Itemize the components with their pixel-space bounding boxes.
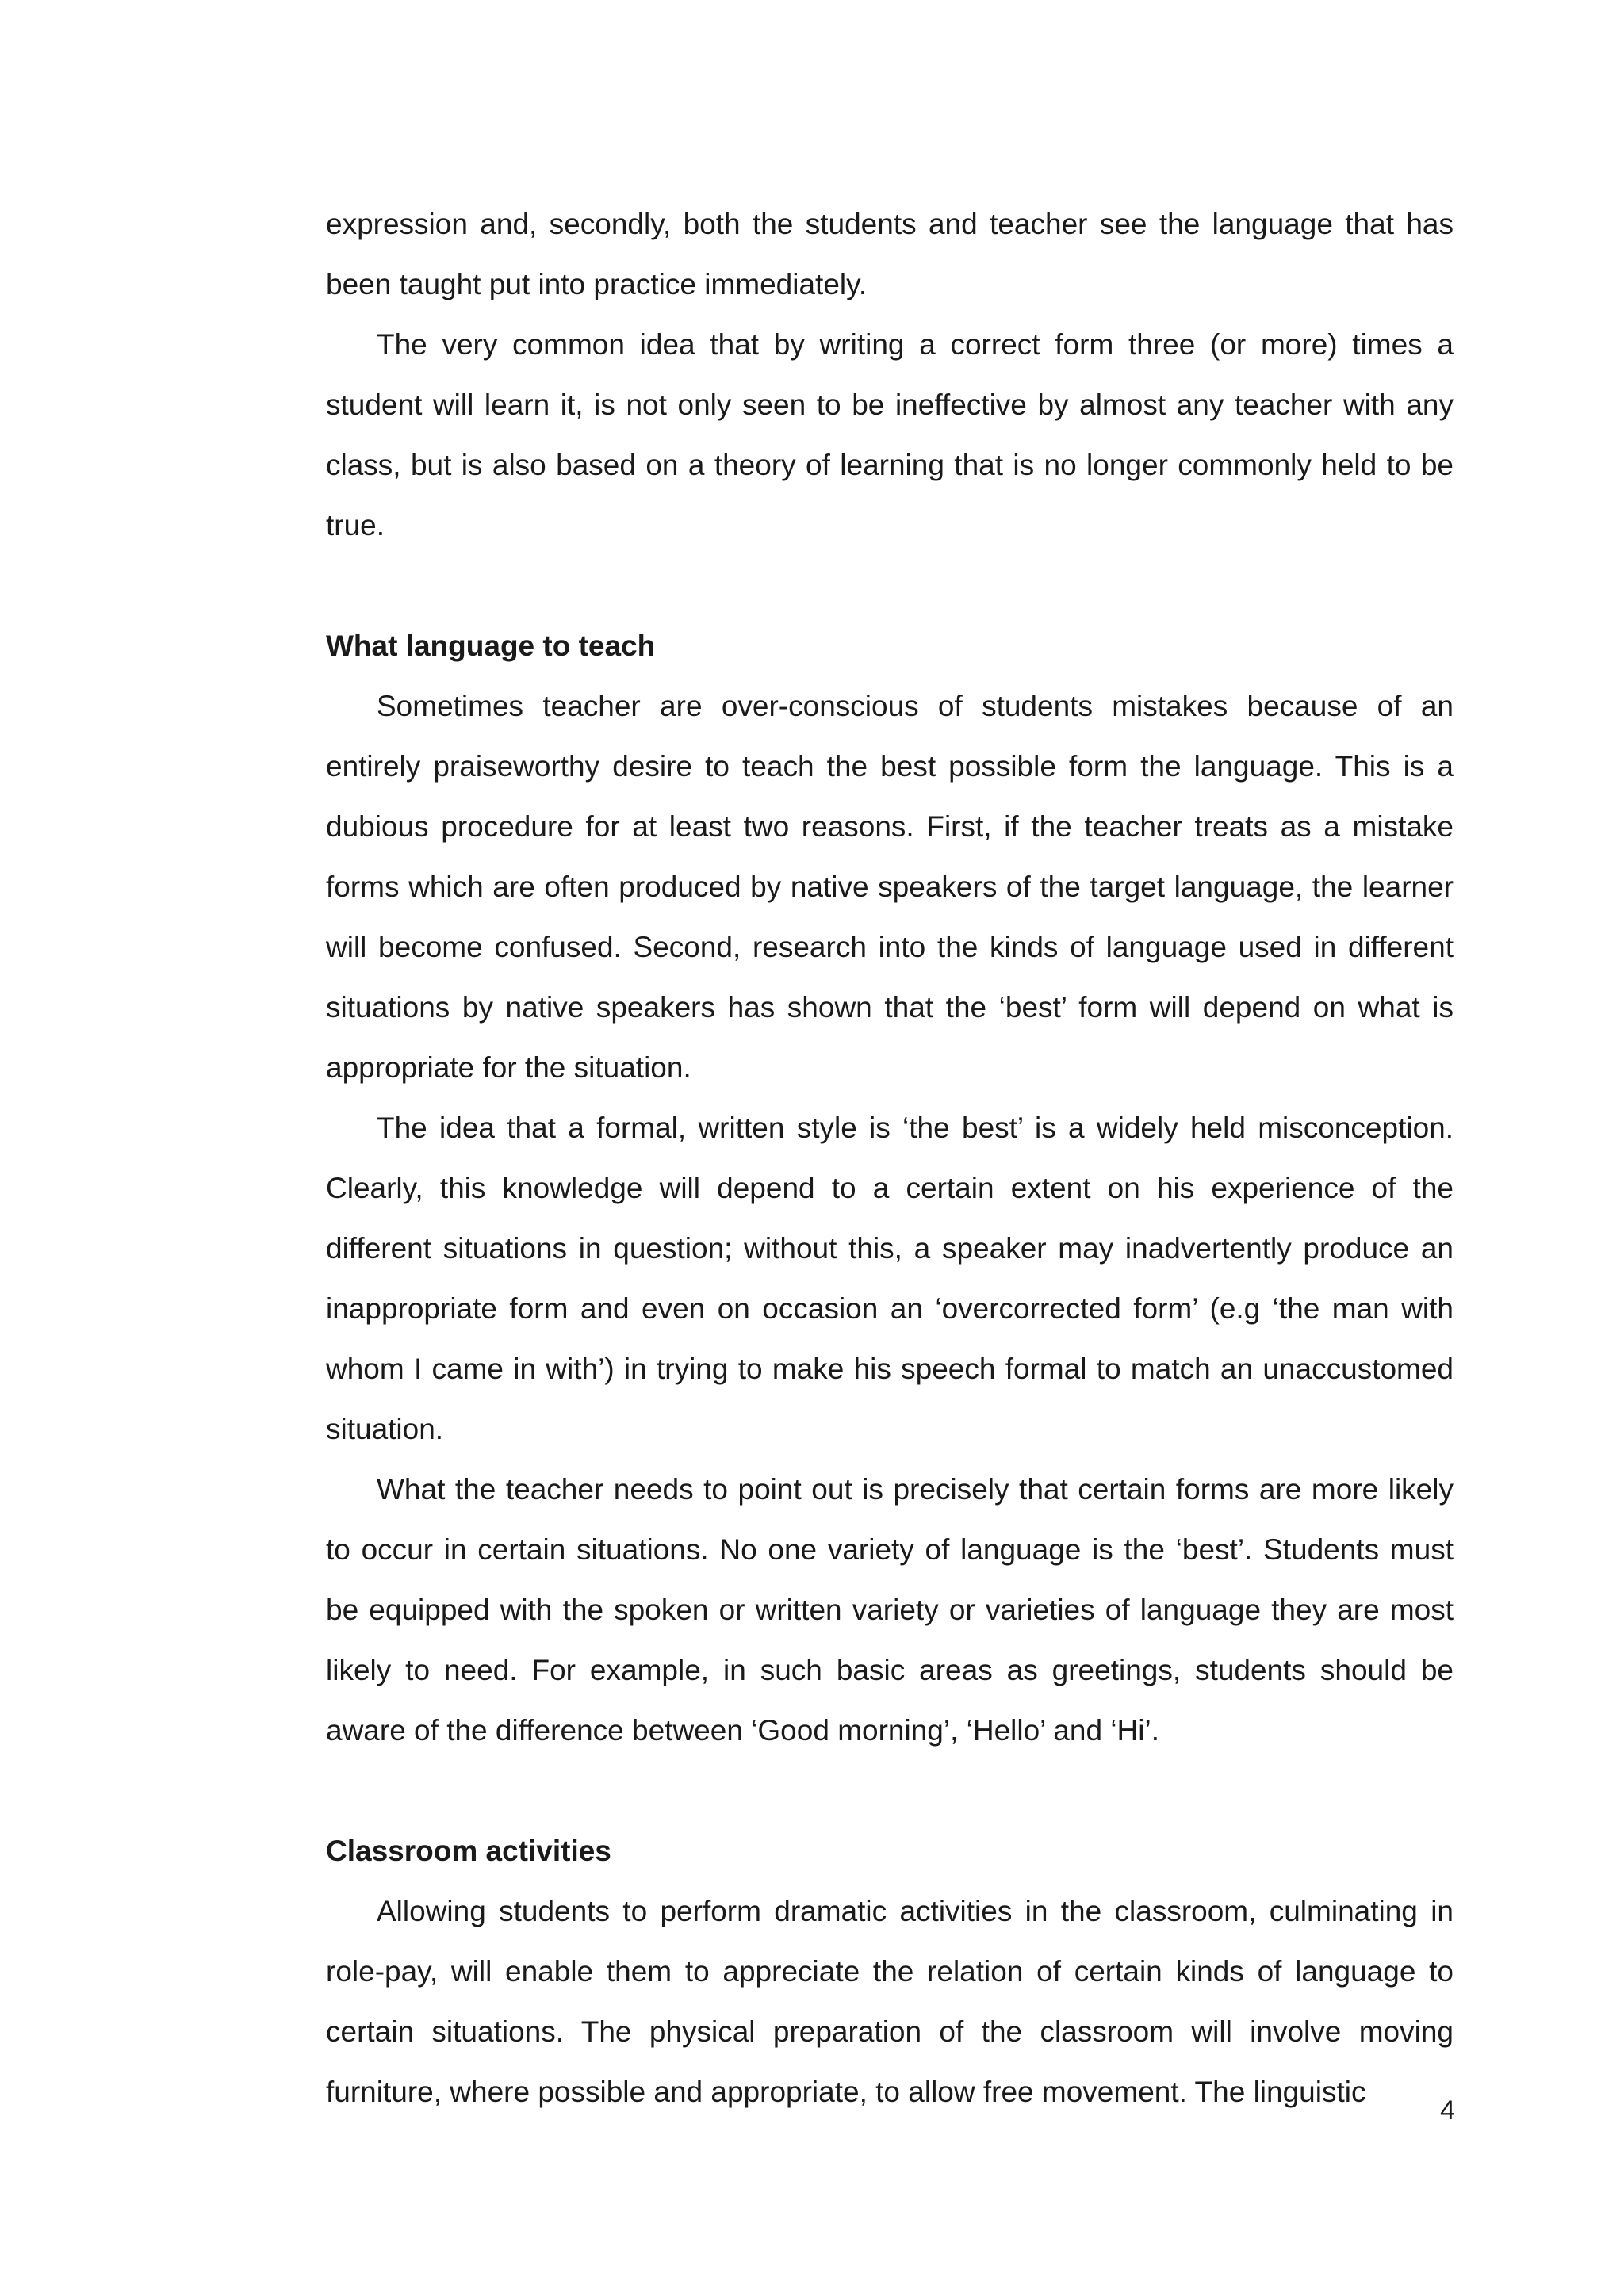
page-number: 4: [1440, 2095, 1455, 2126]
paragraph-repetition-idea: The very common idea that by writing a correct form three (or more) times a student will learn it, is not only seen to be ineffective by almost any teacher with any class, but is also based on a theory of learning that is no longer commonly held to be true.: [326, 328, 1454, 541]
paragraph-formal-style: The idea that a formal, written style is ‘the best’ is a widely held misconception. Clearly, this knowledge will depend to a certain extent on his experience of the different situations in question; without this, a speaker may inadvertently produce an inappropriate form and even on occasion an ‘overcorrected form’ (e.g ‘the man with whom I came in with’) in trying to make his speech formal to match an unaccustomed situation.: [326, 1112, 1454, 1445]
section-heading-what-language: What language to teach: [326, 629, 656, 662]
paragraph-over-conscious: Sometimes teacher are over-conscious of students mistakes because of an entirely praiseworthy desire to teach the best possible form the language. This is a dubious procedure for at least two reasons. First, if the teacher treats as a mistake forms which are often produced by native speakers of the target language, the learner will become confused. Second, research into the kinds of language used in different situations by native speakers has shown that the ‘best’ form will depend on what is appropriate for the situation.: [326, 690, 1454, 1084]
paragraph-continuation: expression and, secondly, both the students and teacher see the language that has been taught put into practice immediately.: [326, 208, 1454, 300]
document-body: [326, 194, 1454, 2122]
paragraph-dramatic-activities: Allowing students to perform dramatic activities in the classroom, culminating in role-pay, will enable them to appreciate the relation of certain kinds of language to certain situations. The physical preparation of the classroom will involve moving furniture, where possible and appropriate, to allow free movement. The linguistic: [326, 1895, 1454, 2108]
section-spacer: [326, 1761, 1454, 1821]
paragraph-teacher-needs: What the teacher needs to point out is precisely that certain forms are more likely to occur in certain situations. No one variety of language is the ‘best’. Students must be equipped with the spoken or written variety or varieties of language they are most likely to need. For example, in such basic areas as greetings, students should be aware of the difference between ‘Good morning’, ‘Hello’ and ‘Hi’.: [326, 1473, 1454, 1747]
section-heading-classroom-activities: Classroom activities: [326, 1835, 611, 1867]
section-spacer: [326, 556, 1454, 616]
